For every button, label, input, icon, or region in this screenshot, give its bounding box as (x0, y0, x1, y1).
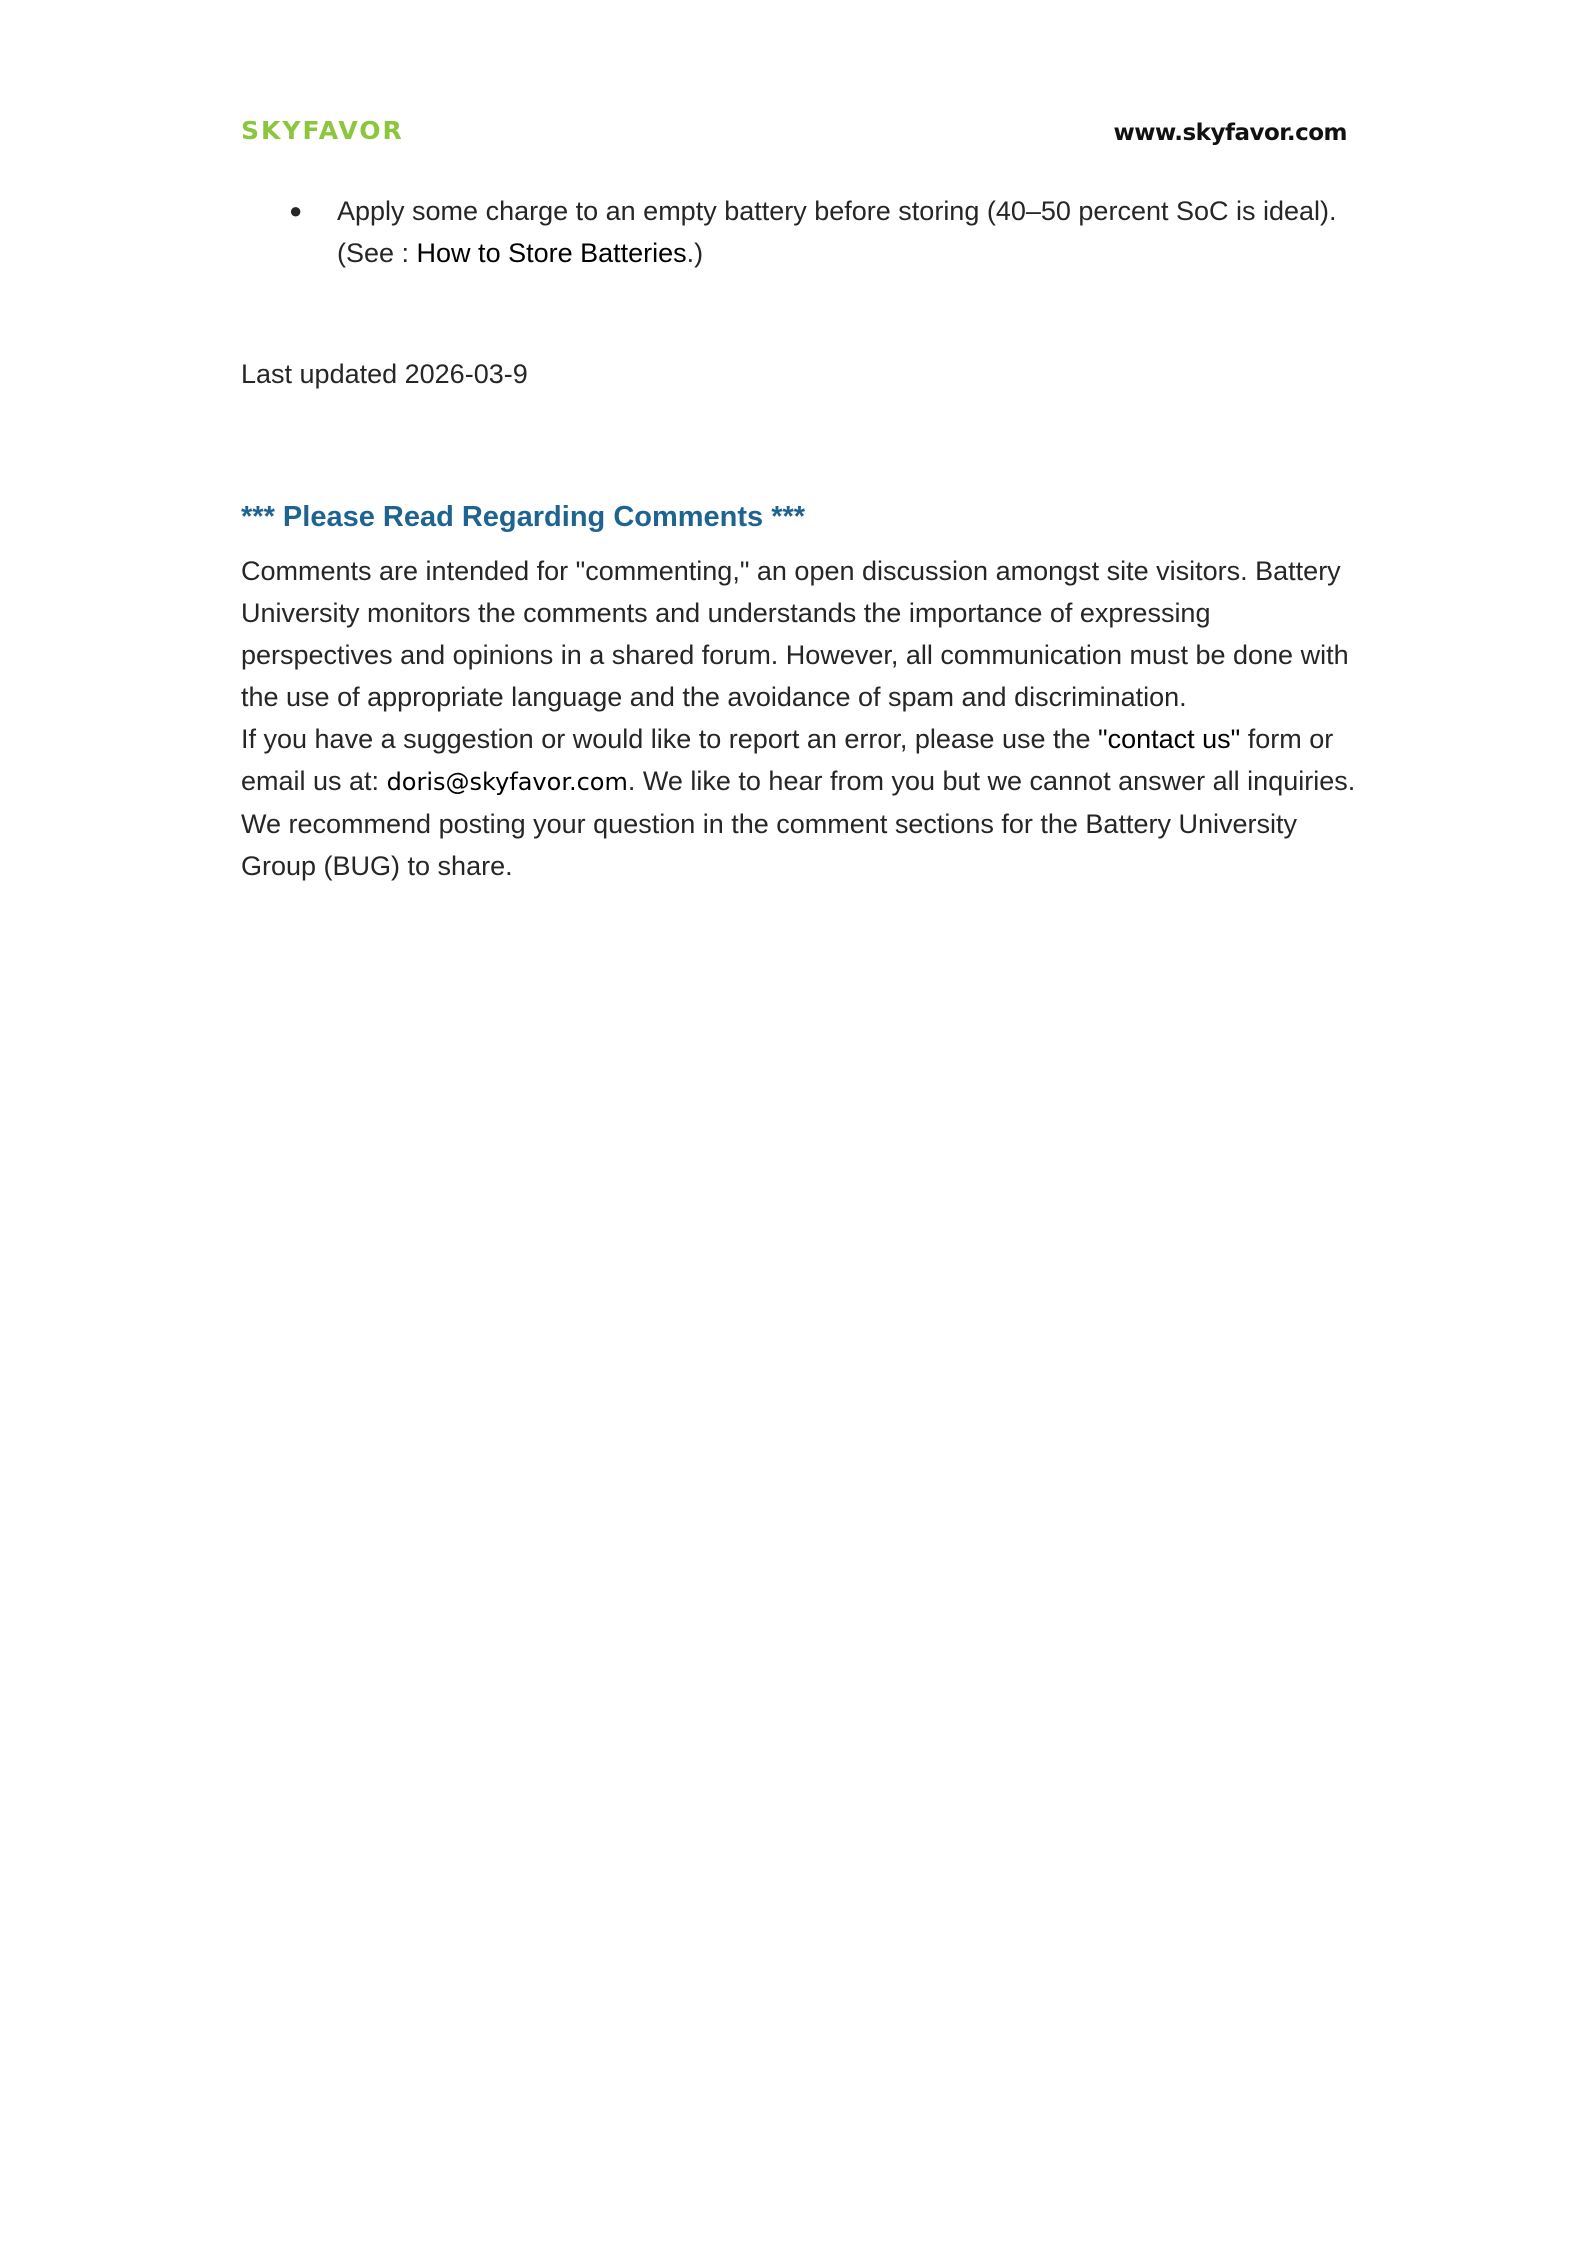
comments-paragraph-1: Comments are intended for "commenting," an open discussion amongst site visitors. Battery University monitors the comments and understands the importance of expressing perspectives and opinions in a shared forum. However, all communication must be done with the use of appropriate language and the avoidance of spam and discrimination. (241, 556, 1349, 712)
page-header (241, 112, 1351, 152)
document-content (241, 190, 1361, 887)
see-prefix: (See : (337, 238, 417, 268)
comments-paragraph-2-start: If you have a suggestion or would like to report an error, please use the (241, 724, 1099, 754)
comments-body (241, 550, 1361, 887)
site-url[interactable]: www.skyfavor.com (1113, 120, 1347, 146)
last-updated: Last updated 2026-03-9 (241, 359, 528, 389)
bullet-text: Apply some charge to an empty battery before storing (40–50 percent SoC is ideal). (337, 196, 1337, 226)
comments-paragraph-2-end: . We like to hear from you but we cannot answer all inquiries. We recommend posting your question in the comment sections for the Battery University Group (BUG) to share. (241, 766, 1356, 881)
comments-heading: *** Please Read Regarding Comments *** (241, 501, 806, 533)
see-suffix: .) (686, 238, 704, 268)
contact-us-link[interactable]: "contact us" (1098, 724, 1241, 754)
skyfavor-logo: SKYFAVOR (241, 116, 404, 145)
how-to-store-batteries-link[interactable]: How to Store Batteries (416, 238, 687, 268)
bullet-icon: ● (289, 198, 303, 223)
list-item (241, 190, 1361, 274)
storage-tips-list (241, 190, 1361, 274)
email-link[interactable]: doris@skyfavor.com (386, 768, 628, 796)
comments-paragraph-2-middle: form or email us at: (241, 724, 1334, 796)
